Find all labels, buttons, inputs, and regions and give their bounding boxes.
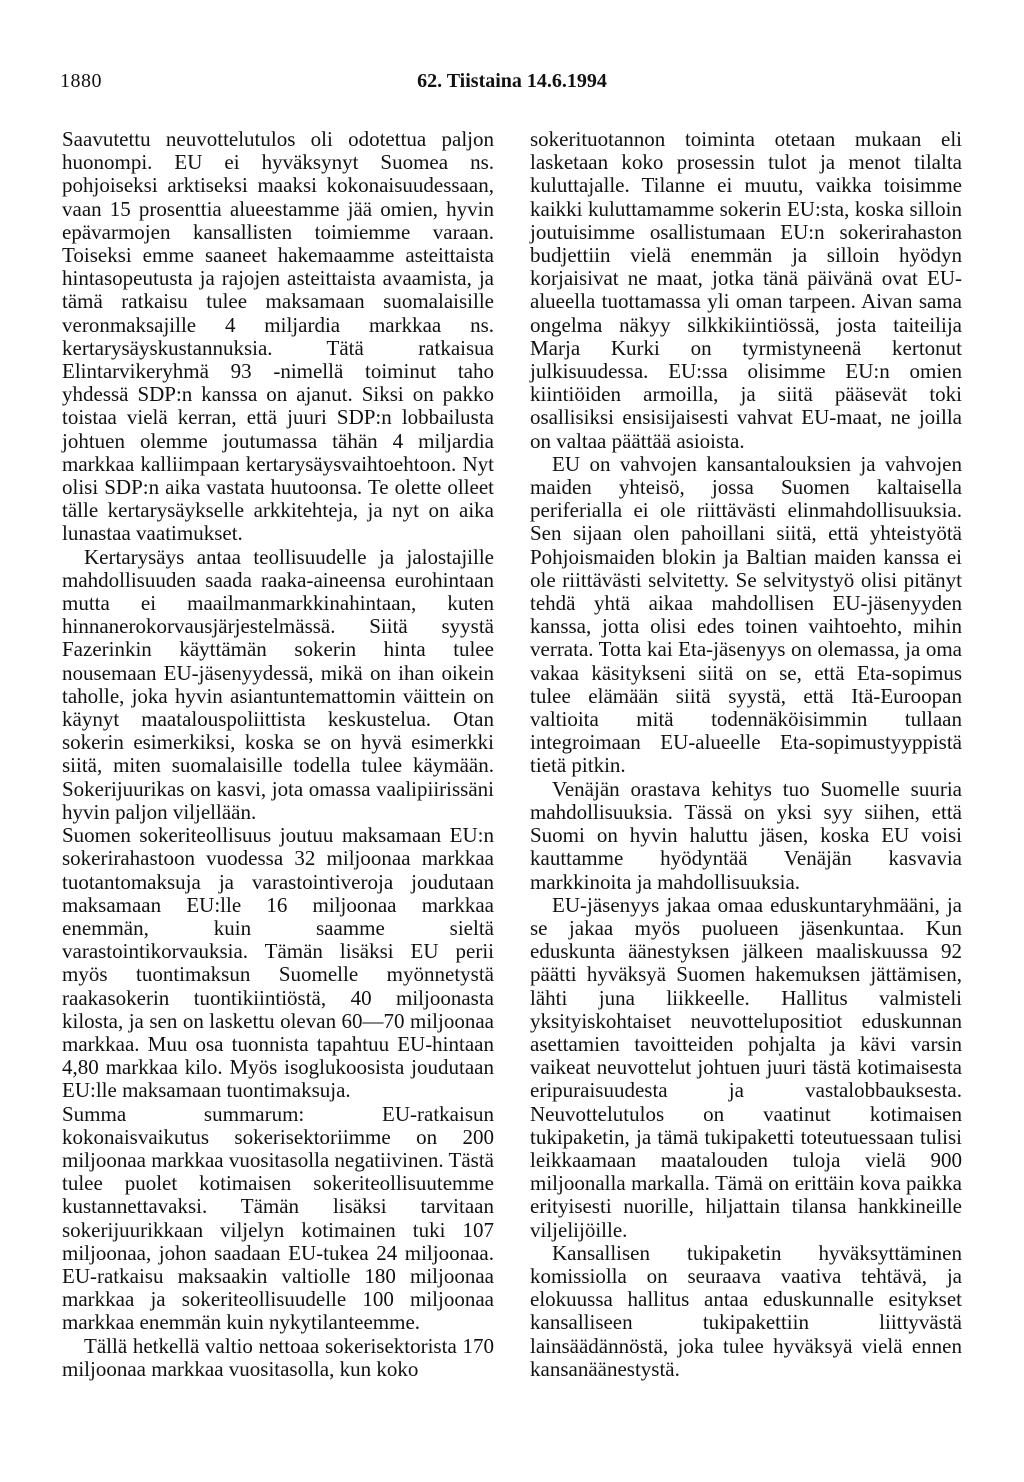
paragraph: Kansallisen tukipaketin hyväksyttäminen komissiolla on seuraava vaativa tehtävä, ja elokuussa hallitus antaa eduskunnalle esitykset kansalliseen tukipakettiin liittyvästä lainsäädännöstä, joka tulee hyväksyä vielä ennen kansanäänestystä. <box>530 1240 962 1381</box>
paragraph: Venäjän orastava kehitys tuo Suomelle suuria mahdollisuuksia. Tässä on yksi syy siihen, että Suomi on hyvin haluttu jäsen, koska EU voisi kauttamme hyödyntää Venäjän kasvavia markkinoita ja mahdollisuuksia. <box>530 776 962 894</box>
running-head: 62. Tiistaina 14.6.1994 <box>417 70 607 92</box>
paragraph: Summa summarum: EU-ratkaisun kokonaisvaikutus sokerisektoriimme on 200 miljoonaa markkaa vuositasolla negatiivinen. Tästä tulee puolet kotimaisen sokeriteollisuutemme kustannettavaksi. Tämän lisäksi tarvitaan sokerijuurikkaan viljelyn kotimainen tuki 107 miljoonaa, johon saadaan EU-tukea 24 miljoonaa. EU-ratkaisu maksaakin valtiolle 180 miljoonaa markkaa ja sokeriteollisuudelle 100 miljoonaa markkaa enemmän kuin nykytilanteemme. <box>62 1101 494 1335</box>
paragraph: Saavutettu neuvottelutulos oli odotettua paljon huonompi. EU ei hyväksynyt Suomea ns. pohjoiseksi arktiseksi maaksi kokonaisuudessaan, vaan 15 prosenttia alueestamme jää omien, hyvin epävarmojen kansallisten toimiemme varaan. Toiseksi emme saaneet hakemaamme asteittaista hintasopeutusta ja rajojen asteittaista avaamista, ja tämä ratkaisu tulee maksamaan suomalaisille veronmaksajille 4 miljardia markkaa ns. kertarysäyskustannuksia. Tätä ratkaisua Elintarvikeryhmä 93 -nimellä toiminut taho yhdessä SDP:n kanssa on ajanut. Siksi on pakko toistaa vielä kerran, että juuri SDP:n lobbailusta johtuen olemme joutumassa tähän 4 miljardia markkaa kalliimpaan kertarysäysvaihtoehtoon. Nyt olisi SDP:n aika vastata huutoonsa. Te olette olleet tälle kertarysäykselle arkkitehteja, ja nyt on aika lunastaa vaatimukset. <box>62 127 494 546</box>
paragraph: EU on vahvojen kansantalouksien ja vahvojen maiden yhteisö, jossa Suomen kaltaisella periferialla ei ole riittävästi elinmahdollisuuksia. Sen sijaan olen pahoillani siitä, että yhteistyötä Pohjoismaiden blokin ja Baltian maiden kanssa ei ole riittävästi selvitetty. Se selvitystyö olisi pitänyt tehdä yhtä aikaa mahdollisen EU-jäsenyyden kanssa, jotta olisi edes toinen vaihtoehto, mihin verrata. Totta kai Eta-jäsenyys on olemassa, ja oma vakaa käsitykseni siitä on se, että Eta-sopimus tulee elämään siitä syystä, että Itä-Euroopan valtioita mitä todennäköisimmin tullaan integroimaan EU-alueelle Eta-sopimustyyppistä tietä pitkin. <box>530 451 962 778</box>
right-column <box>530 128 962 1381</box>
left-column <box>62 128 494 1381</box>
paragraph: Tällä hetkellä valtio nettoaa sokerisektorista 170 miljoonaa markkaa vuositasolla, kun koko <box>62 1333 494 1381</box>
paragraph: EU-jäsenyys jakaa omaa eduskuntaryhmääni, ja se jakaa myös puolueen jäsenkuntaa. Kun eduskunta äänestyksen jälkeen maaliskuussa 92 päätti hyväksyä Suomen hakemuksen jättämisen, lähti juna liikkeelle. Hallitus valmisteli yksityiskohtaiset neuvottelupositiot eduskunnan asettamien tavoitteiden pohjalta ja kävi varsin vaikeat neuvottelut johtuen juuri tästä kotimaisesta eripuraisuudesta ja vastalobbauksesta. Neuvottelutulos on vaatinut kotimaisen tukipaketin, ja tämä tukipaketti toteutuessaan tulisi leikkaamaan maatalouden tuloja vielä 900 miljoonalla markalla. Tämä on erittäin kova paikka erityisesti nuorille, hiljattain tilansa hankkineille viljelijöille. <box>530 892 962 1242</box>
paragraph: Suomen sokeriteollisuus joutuu maksamaan EU:n sokerirahastoon vuodessa 32 miljoonaa markkaa tuotantomaksuja ja varastointiveroja joudutaan maksamaan EU:lle 16 miljoonaa markkaa enemmän, kuin saamme sieltä varastointikorvauksia. Tämän lisäksi EU perii myös tuontimaksun Suomelle myönnetystä raakasokerin tuontikiintiöstä, 40 miljoonasta kilosta, ja sen on laskettu olevan 60—70 miljoonaa markkaa. Muu osa tuonnista tapahtuu EU-hintaan 4,80 markkaa kilo. Myös isoglukoosista joudutaan EU:lle maksamaan tuontimaksuja. <box>62 823 494 1103</box>
paragraph: sokerituotannon toiminta otetaan mukaan eli lasketaan koko prosessin tulot ja menot tilalta kuluttajalle. Tilanne ei muutu, vaikka toisimme kaikki kuluttamamme sokerin EU:sta, koska silloin joutuisimme osallistumaan EU:n sokerirahaston budjettiin vielä enemmän ja silloin hyödyn korjaisivat ne maat, jotka tänä päivänä ovat EU-alueella tuottamassa yli oman tarpeen. Aivan sama ongelma näkyy silkkikiintiössä, josta taiteilija Marja Kurki on tyrmistyneenä kertonut julkisuudessa. EU:ssa olisimme EU:n omien kiintiöiden armoilla, ja siitä pääsevät toki osallisiksi ensisijaisesti vahvat EU-maat, ne joilla on valtaa päättää asioista. <box>530 127 962 453</box>
page-number: 1880 <box>60 70 102 92</box>
paragraph: Kertarysäys antaa teollisuudelle ja jalostajille mahdollisuuden saada raaka-aineensa eurohintaan mutta ei maailmanmarkkinahintaan, kuten hinnanerokorvausjärjestelmässä. Siitä syystä Fazerinkin käyttämän sokerin hinta tulee nousemaan EU-jäsenyydessä, mikä on ihan oikein taholle, joka hyvin asiantuntemattomin väittein on käynyt maatalouspoliittista keskustelua. Otan sokerin esimerkiksi, koska se on hyvä esimerkki siitä, miten suomalaisille todella tulee käymään. Sokerijuurikas on kasvi, jota omassa vaalipiirissäni hyvin paljon viljellään. <box>62 544 494 824</box>
page-header <box>60 70 964 100</box>
